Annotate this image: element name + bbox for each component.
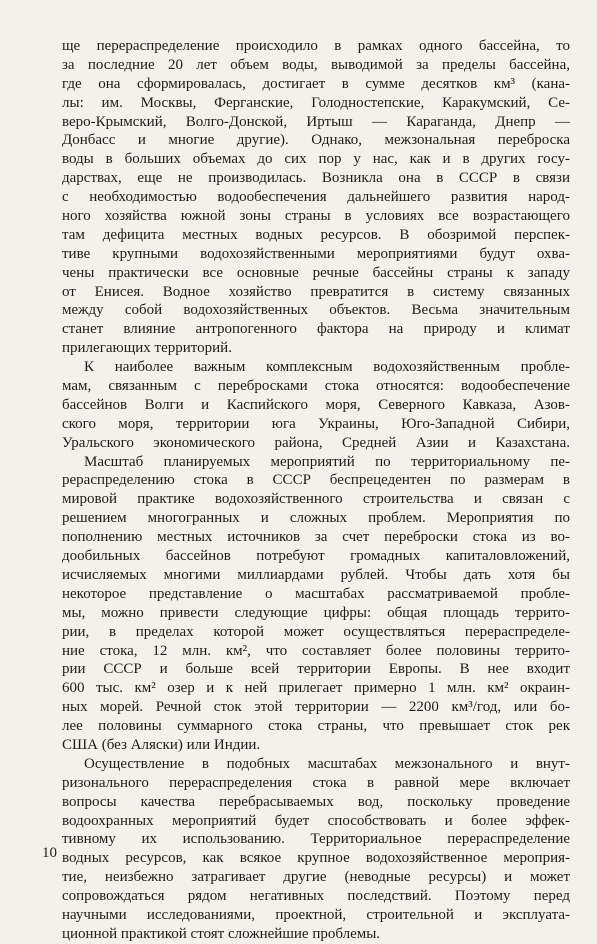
paragraph-start-line: Осуществление в подобных масштабах межзонального и внут- bbox=[84, 755, 570, 772]
text-line: рии СССР и больше всей территории Европы. В нее входит bbox=[62, 661, 570, 678]
text-line: воды в больших объемах до сих пор у нас, как и в других госу- bbox=[62, 151, 570, 168]
text-line: сопровождаться рядом негативных последствий. Поэтому перед bbox=[62, 888, 570, 905]
text-line: некоторое представление о масштабах рассматриваемой пробле- bbox=[62, 585, 570, 602]
text-line: мы, можно привести следующие цифры: общая площадь террито- bbox=[62, 604, 570, 621]
text-line: между собой водохозяйственных объектов. Весьма значительным bbox=[62, 302, 570, 319]
text-line: мам, связанным с перебросками стока относятся: водообеспечение bbox=[62, 378, 570, 395]
text-line: мировой практике водохозяйственного строительства и связан с bbox=[62, 491, 570, 508]
text-line: рераспределению стока в СССР беспрецедентен по размерам в bbox=[62, 472, 570, 489]
body-text bbox=[62, 37, 570, 944]
text-line: ных морей. Речной сток этой территории — 2200 км³/год, или бо- bbox=[62, 699, 570, 716]
text-line: бассейнов Волги и Каспийского моря, Северного Кавказа, Азов- bbox=[62, 396, 570, 413]
text-line: лы: им. Москвы, Ферганские, Голодностепские, Каракумский, Се- bbox=[62, 94, 570, 111]
text-line: где она сформировалась, достигает в сумме десятков км³ (кана- bbox=[62, 75, 570, 92]
text-line: ного хозяйства южной зоны страны в условиях все возрастающего bbox=[62, 208, 570, 225]
text-line: тие, неизбежно затрагивает другие (неводные ресурсы) и может bbox=[62, 869, 570, 886]
text-line: водоохранных мероприятий будет способствовать и более эффек- bbox=[62, 812, 570, 829]
text-line: рии, в пределах которой может осуществляться перераспределе- bbox=[62, 623, 570, 640]
text-line: ризонального перераспределения стока в равной мере включает bbox=[62, 774, 570, 791]
text-line: там дефицита местных водных ресурсов. В обозримой перспек- bbox=[62, 226, 570, 243]
text-line: за последние 20 лет объем воды, выводимой за пределы бассейна, bbox=[62, 56, 570, 73]
text-line: дообильных бассейнов потребуют громадных капиталовложений, bbox=[62, 548, 570, 565]
text-line: Донбасс и многие другие). Однако, межзональная переброска bbox=[62, 132, 570, 149]
text-line: тивному их использованию. Территориальное перераспределение bbox=[62, 831, 570, 848]
text-line: ще перераспределение происходило в рамках одного бассейна, то bbox=[62, 38, 570, 54]
text-line: станет влияние антропогенного фактора на природу и климат bbox=[62, 321, 570, 338]
text-line: исчисляемых многими миллиардами рублей. Чтобы дать хотя бы bbox=[62, 566, 570, 583]
text-line: ционной практикой стоят сложнейшие проблемы. bbox=[62, 925, 381, 942]
text-line: веро-Крымский, Волго-Донской, Иртыш — Караганда, Днепр — bbox=[62, 113, 570, 130]
text-line: дарствах, еще не производилась. Возникла она в СССР в связи bbox=[62, 170, 570, 187]
text-line: Уральского экономического района, Средней Азии и Казахстана. bbox=[62, 434, 570, 451]
text-line: решением многогранных и сложных проблем. Мероприятия по bbox=[62, 510, 570, 527]
text-line: научными исследованиями, проектной, строительной и эксплуата- bbox=[62, 906, 570, 923]
text-line: пополнению местных источников за счет переброски стока из во- bbox=[62, 529, 570, 546]
text-line: водных ресурсов, как всякое крупное водохозяйственное мероприя- bbox=[62, 850, 570, 867]
text-line: лее половины суммарного стока страны, что превышает сток рек bbox=[62, 718, 570, 735]
text-line: от Енисея. Водное хозяйство превратится в систему связанных bbox=[62, 283, 570, 300]
text-line: чены практически все основные речные бассейны страны к западу bbox=[62, 264, 570, 281]
text-line: 600 тыс. км² озер и к ней прилегает примерно 1 млн. км² окраин- bbox=[62, 680, 570, 697]
text-line: тиве крупными водохозяйственными мероприятиями будут охва- bbox=[62, 245, 570, 262]
text-line: с необходимостью водообеспечения дальнейшего развития народ- bbox=[62, 189, 570, 206]
text-line: вопросы качества перебрасываемых вод, поскольку проведение bbox=[62, 793, 570, 810]
text-line: прилегающих территорий. bbox=[62, 340, 232, 357]
paragraph-start-line: К наиболее важным комплексным водохозяйственным пробле- bbox=[84, 359, 570, 376]
paragraph-start-line: Масштаб планируемых мероприятий по территориальному пе- bbox=[84, 453, 570, 470]
text-line: США (без Аляски) или Индии. bbox=[62, 736, 261, 753]
text-line: ние стока, 12 млн. км², что составляет более половины террито- bbox=[62, 642, 570, 659]
page-number: 10 bbox=[42, 845, 57, 861]
text-line: ского моря, территории юга Украины, Юго-Западной Сибири, bbox=[62, 415, 570, 432]
